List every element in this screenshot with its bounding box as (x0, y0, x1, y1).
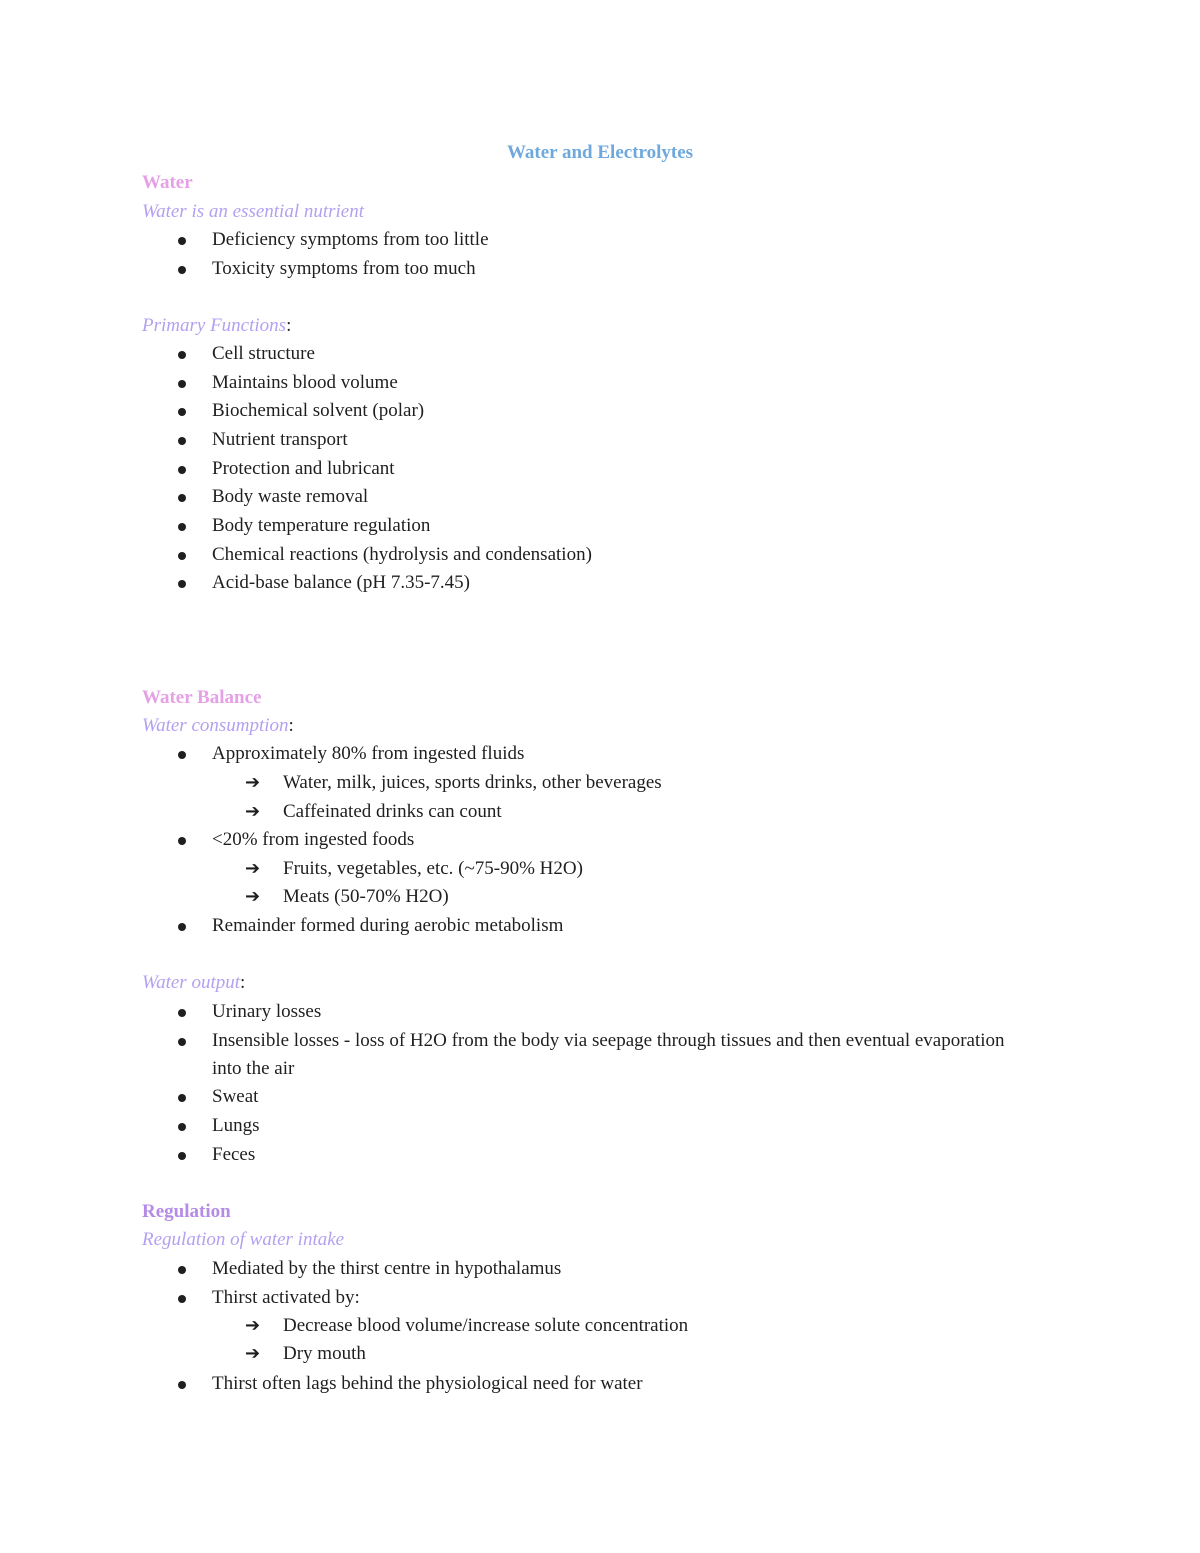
list-item: <20% from ingested foods (212, 826, 1012, 855)
bullet-icon (178, 523, 186, 531)
arrow-right-icon: ➔ (245, 1315, 261, 1336)
arrow-right-icon: ➔ (245, 1343, 261, 1364)
sub-list-item: ➔ Fruits, vegetables, etc. (~75-90% H2O) (283, 855, 983, 884)
arrow-right-icon: ➔ (245, 857, 261, 879)
list-item: Deficiency symptoms from too little (212, 226, 1012, 255)
bullet-icon (178, 923, 186, 931)
list-item: Insensible losses - loss of H2O from the body via seepage through tissues and then eventual evaporation into the air (212, 1027, 1012, 1084)
list-item: Remainder formed during aerobic metabolism (212, 912, 1012, 941)
list-item: Protection and lubricant (212, 455, 1012, 484)
bullet-icon (178, 1009, 186, 1017)
document-title: Water and Electrolytes (506, 142, 694, 163)
list-item: Lungs (212, 1112, 1012, 1141)
bullet-icon (178, 552, 186, 560)
bullet-icon (178, 1381, 186, 1389)
sub-list-item: ➔ Caffeinated drinks can count (283, 798, 983, 827)
bullet-icon (178, 351, 186, 359)
list-item: Body waste removal (212, 483, 1012, 512)
list-item: Acid-base balance (pH 7.35-7.45) (212, 569, 1012, 598)
list-item: Chemical reactions (hydrolysis and condensation) (212, 541, 1012, 570)
bullet-icon (178, 1295, 186, 1303)
subheading-regulation-of-water-intake: Regulation of water intake (142, 1229, 345, 1250)
list-item: Maintains blood volume (212, 369, 1012, 398)
bullet-icon (178, 380, 186, 388)
arrow-right-icon: ➔ (245, 886, 261, 907)
arrow-right-icon: ➔ (245, 800, 261, 822)
subheading-water-output: Water output: (142, 972, 246, 993)
subheading-water-consumption: Water consumption: (142, 715, 294, 736)
list-item: Nutrient transport (212, 426, 1012, 455)
bullet-icon (178, 580, 186, 588)
bullet-icon (178, 1152, 186, 1160)
bullet-icon (178, 837, 186, 845)
list-item: Toxicity symptoms from too much (212, 255, 1012, 284)
heading-water: Water (142, 172, 193, 193)
heading-regulation: Regulation (142, 1201, 231, 1222)
list-item: Thirst activated by: (212, 1284, 1012, 1313)
subheading-essential-nutrient: Water is an essential nutrient (142, 201, 365, 222)
bullet-icon (178, 751, 186, 759)
bullet-icon (178, 1038, 186, 1046)
bullet-icon (178, 1266, 186, 1274)
heading-water-balance: Water Balance (142, 687, 262, 708)
list-item: Urinary losses (212, 998, 1012, 1027)
list-item: Mediated by the thirst centre in hypothalamus (212, 1255, 1012, 1284)
sub-list-item: ➔ Water, milk, juices, sports drinks, other beverages (283, 769, 983, 798)
bullet-icon (178, 237, 186, 245)
bullet-icon (178, 1094, 186, 1102)
list-item: Thirst often lags behind the physiological need for water (212, 1370, 1012, 1399)
bullet-icon (178, 408, 186, 416)
bullet-icon (178, 437, 186, 445)
bullet-icon (178, 1123, 186, 1131)
bullet-icon (178, 466, 186, 474)
sub-list-item: ➔ Dry mouth (283, 1340, 983, 1369)
bullet-icon (178, 266, 186, 274)
list-item: Approximately 80% from ingested fluids (212, 740, 1012, 769)
subheading-primary-functions: Primary Functions: (142, 315, 292, 336)
list-item: Feces (212, 1141, 1012, 1170)
list-item: Sweat (212, 1083, 1012, 1112)
list-item: Cell structure (212, 340, 1012, 369)
list-item: Body temperature regulation (212, 512, 1012, 541)
arrow-right-icon: ➔ (245, 772, 261, 793)
bullet-icon (178, 494, 186, 502)
sub-list-item: ➔ Meats (50-70% H2O) (283, 883, 983, 912)
sub-list-item: ➔ Decrease blood volume/increase solute concentration (283, 1312, 983, 1341)
list-item: Biochemical solvent (polar) (212, 397, 1012, 426)
